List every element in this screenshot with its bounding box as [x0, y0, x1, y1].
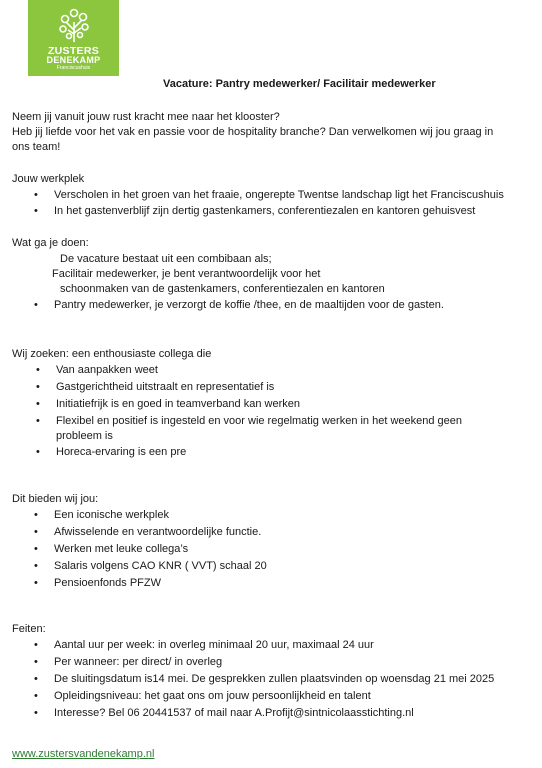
tree-logo-icon: [57, 6, 91, 44]
taken-heading: Wat ga je doen:: [12, 237, 89, 249]
logo-line-2: DENEKAMP: [46, 55, 101, 65]
feiten-item: • Interesse? Bel 06 20441537 of mail naar A.Profijt@sintnicolaasstichting.nl: [54, 706, 414, 720]
werkplek-item: • In het gastenverblijf zijn dertig gastenkamers, conferentiezalen en kantoren gehuisvest: [54, 204, 475, 218]
feiten-item: • Per wanneer: per direct/ in overleg: [54, 655, 222, 669]
bieden-item: • Pensioenfonds PFZW: [54, 576, 161, 590]
intro-line-1: Neem jij vanuit jouw rust kracht mee naar het klooster?: [12, 111, 280, 123]
zoeken-item: • Gastgerichtheid uitstraalt en representatief is: [56, 380, 274, 394]
bieden-item: • Werken met leuke collega’s: [54, 542, 188, 556]
feiten-item: • De sluitingsdatum is14 mei. De gesprekken zullen plaatsvinden op woensdag 21 mei 2025: [54, 672, 494, 686]
taken-line-2: Facilitair medewerker, je bent verantwoordelijk voor het: [52, 268, 321, 280]
werkplek-item: • Verscholen in het groen van het fraaie, ongerepte Twentse landschap ligt het Franciscushuis: [54, 188, 504, 202]
logo-line-1: ZUSTERS: [47, 45, 100, 57]
bieden-heading: Dit bieden wij jou:: [12, 493, 99, 505]
intro-line-2: Heb jij liefde voor het vak en passie voor de hospitality branche? Dan verwelkomen wij jou graag in: [12, 126, 494, 138]
taken-line-3: schoonmaken van de gastenkamers, conferentiezalen en kantoren: [60, 283, 385, 295]
logo: [28, 0, 119, 76]
taken-line-1: De vacature bestaat uit een combibaan als;: [60, 253, 272, 265]
zoeken-heading: Wij zoeken: een enthousiaste collega die: [12, 348, 212, 360]
page-title: Vacature: Pantry medewerker/ Facilitair medewerker: [163, 78, 436, 90]
bieden-item: • Een iconische werkplek: [54, 508, 169, 522]
zoeken-item: • Initiatiefrijk is en goed in teamverband kan werken: [56, 397, 300, 411]
feiten-heading: Feiten:: [12, 623, 46, 635]
website-link[interactable]: www.zustersvandenekamp.nl: [12, 748, 155, 760]
intro-line-3: ons team!: [12, 141, 61, 153]
bieden-item: • Salaris volgens CAO KNR ( VVT) schaal 20: [54, 559, 267, 573]
zoeken-item-continued: probleem is: [56, 430, 113, 442]
zoeken-item: • Horeca-ervaring is een pre: [56, 445, 186, 459]
werkplek-heading: Jouw werkplek: [12, 173, 85, 185]
logo-line-3: Franciscushuis: [56, 65, 91, 71]
zoeken-item: • Van aanpakken weet: [56, 363, 158, 377]
feiten-item: • Aantal uur per week: in overleg minimaal 20 uur, maximaal 24 uur: [54, 638, 374, 652]
feiten-item: • Opleidingsniveau: het gaat ons om jouw persoonlijkheid en talent: [54, 689, 371, 703]
bieden-item: • Afwisselende en verantwoordelijke functie.: [54, 525, 261, 539]
zoeken-item: • Flexibel en positief is ingesteld en voor wie regelmatig werken in het weekend geen: [56, 414, 462, 428]
taken-bullet: • Pantry medewerker, je verzorgt de koffie /thee, en de maaltijden voor de gasten.: [54, 298, 444, 312]
